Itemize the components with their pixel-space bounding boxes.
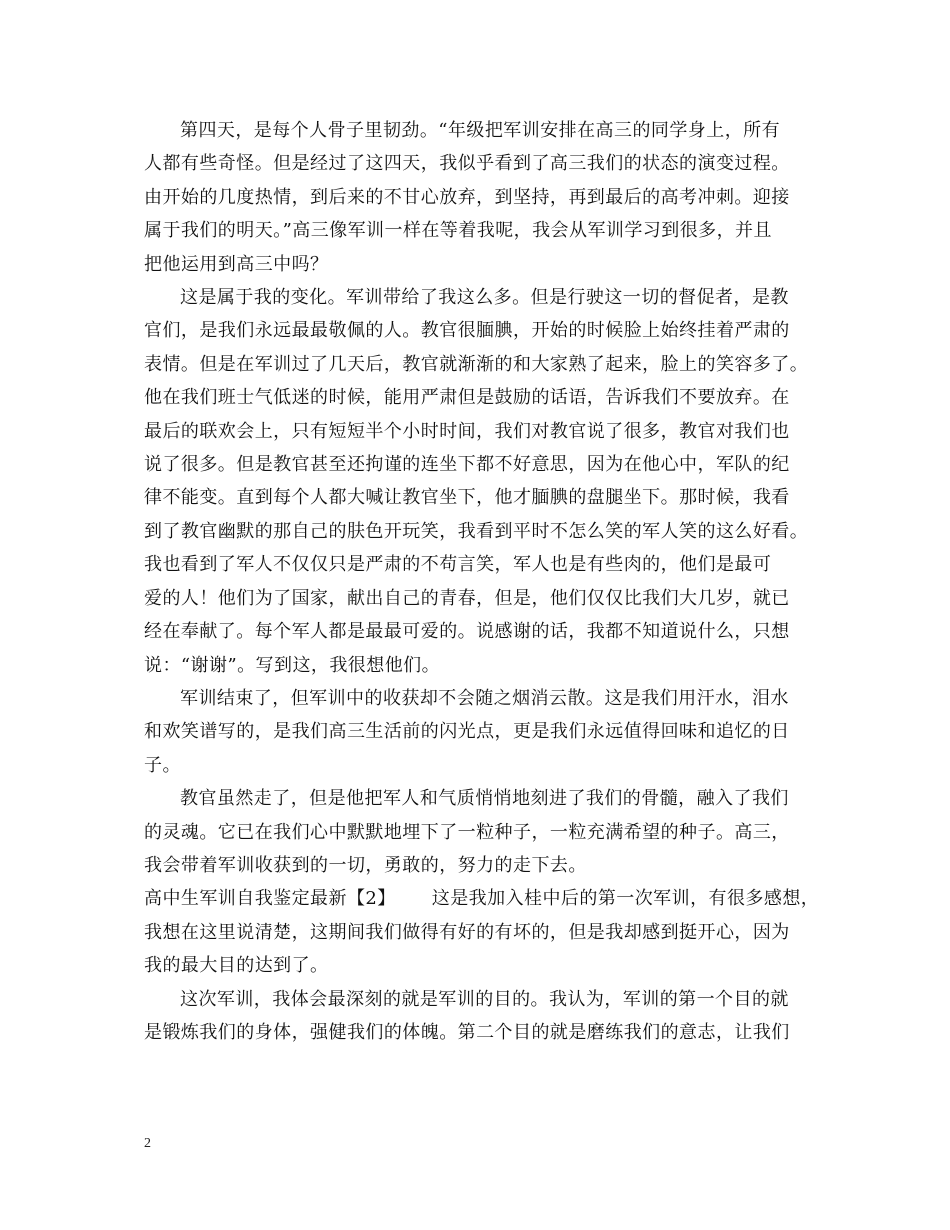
paragraph-line: 军训结束了，但军训中的收获却不会随之烟消云散。这是我们用汗水，泪水 <box>180 687 789 709</box>
paragraph-line: 这是属于我的变化。军训带给了我这么多。但是行驶这一切的督促者，是教 <box>180 287 789 309</box>
paragraph-training-purpose <box>144 983 824 1050</box>
paragraph-line: 由开始的几度热情，到后来的不甘心放弃，到坚持，再到最后的高考冲刺。迎接 <box>144 186 790 208</box>
paragraph-section-two <box>144 882 824 982</box>
paragraph-line: 我想在这里说清楚，这期间我们做得有好的有坏的，但是我却感到挺开心，因为 <box>144 921 790 943</box>
paragraph-line: 属于我们的明天。”高三像军训一样在等着我呢，我会从军训学习到很多，并且 <box>144 220 772 242</box>
paragraph-line: 第四天，是每个人骨子里韧劲。“年级把军训安排在高三的同学身上，所有 <box>180 120 781 141</box>
paragraph-line: 教官虽然走了，但是他把军人和气质悄悄地刻进了我们的骨髓，融入了我们 <box>180 788 789 810</box>
paragraph-line: 经在奉献了。每个军人都是最最可爱的。说感谢的话，我都不知道说什么，只想 <box>144 621 790 643</box>
section-heading-line <box>144 882 824 915</box>
paragraph-instructors <box>144 281 824 682</box>
paragraph-line: 说了很多。但是教官甚至还拘谨的连坐下都不好意思，因为在他心中，军队的纪 <box>144 454 790 476</box>
paragraph-line: 这次军训，我体会最深刻的就是军训的目的。我认为，军训的第一个目的就 <box>180 988 789 1010</box>
paragraph-line: 是锻炼我们的身体，强健我们的体魄。第二个目的就是磨练我们的意志，让我们 <box>144 1021 790 1043</box>
paragraph-line: 子。 <box>144 754 181 776</box>
paragraph-line: 人都有些奇怪。但是经过了这四天，我似乎看到了高三我们的状态的演变过程。 <box>144 153 790 175</box>
paragraph-line: 说：“谢谢”。写到这，我很想他们。 <box>144 654 441 676</box>
paragraph-line: 律不能变。直到每个人都大喊让教官坐下，他才腼腆的盘腿坐下。那时候，我看 <box>144 487 790 509</box>
paragraph-line: 我也看到了军人不仅仅只是严肃的不苟言笑，军人也是有些肉的，他们是最可 <box>144 554 772 576</box>
paragraph-line: 到了教官幽默的那自己的肤色开玩笑，我看到平时不怎么笑的军人笑的这么好看。 <box>144 520 809 542</box>
paragraph-instructor-left <box>144 782 824 882</box>
page-number: 2 <box>144 1136 151 1151</box>
paragraph-line: 表情。但是在军训过了几天后，教官就渐渐的和大家熟了起来，脸上的笑容多了。 <box>144 353 809 375</box>
paragraph-line: 他在我们班士气低迷的时候，能用严肃但是鼓励的话语，告诉我们不要放弃。在 <box>144 387 790 409</box>
paragraph-day-four <box>144 114 824 281</box>
paragraph-line: 我会带着军训收获到的一切，勇敢的，努力的走下去。 <box>144 854 587 876</box>
paragraph-line: 的灵魂。它已在我们心中默默地埋下了一粒种子，一粒充满希望的种子。高三， <box>144 821 790 843</box>
document-body <box>144 114 824 1049</box>
paragraph-line: 我的最大目的达到了。 <box>144 955 329 977</box>
paragraph-line: 官们，是我们永远最最敬佩的人。教官很腼腆，开始的时候脸上始终挂着严肃的 <box>144 320 790 342</box>
paragraph-line: 最后的联欢会上，只有短短半个小时时间，我们对教官说了很多，教官对我们也 <box>144 420 790 442</box>
paragraph-training-ends <box>144 682 824 782</box>
paragraph-line: 这是我加入桂中后的第一次军训，有很多感想， <box>431 888 820 910</box>
paragraph-line: 爱的人！他们为了国家，献出自己的青春，但是，他们仅仅比我们大几岁，就已 <box>144 587 790 609</box>
paragraph-line: 和欢笑谱写的，是我们高三生活前的闪光点，更是我们永远值得回味和追忆的日 <box>144 721 790 743</box>
paragraph-line: 把他运用到高三中吗？ <box>144 253 329 275</box>
section-heading: 高中生军训自我鉴定最新【2】 <box>144 888 396 910</box>
